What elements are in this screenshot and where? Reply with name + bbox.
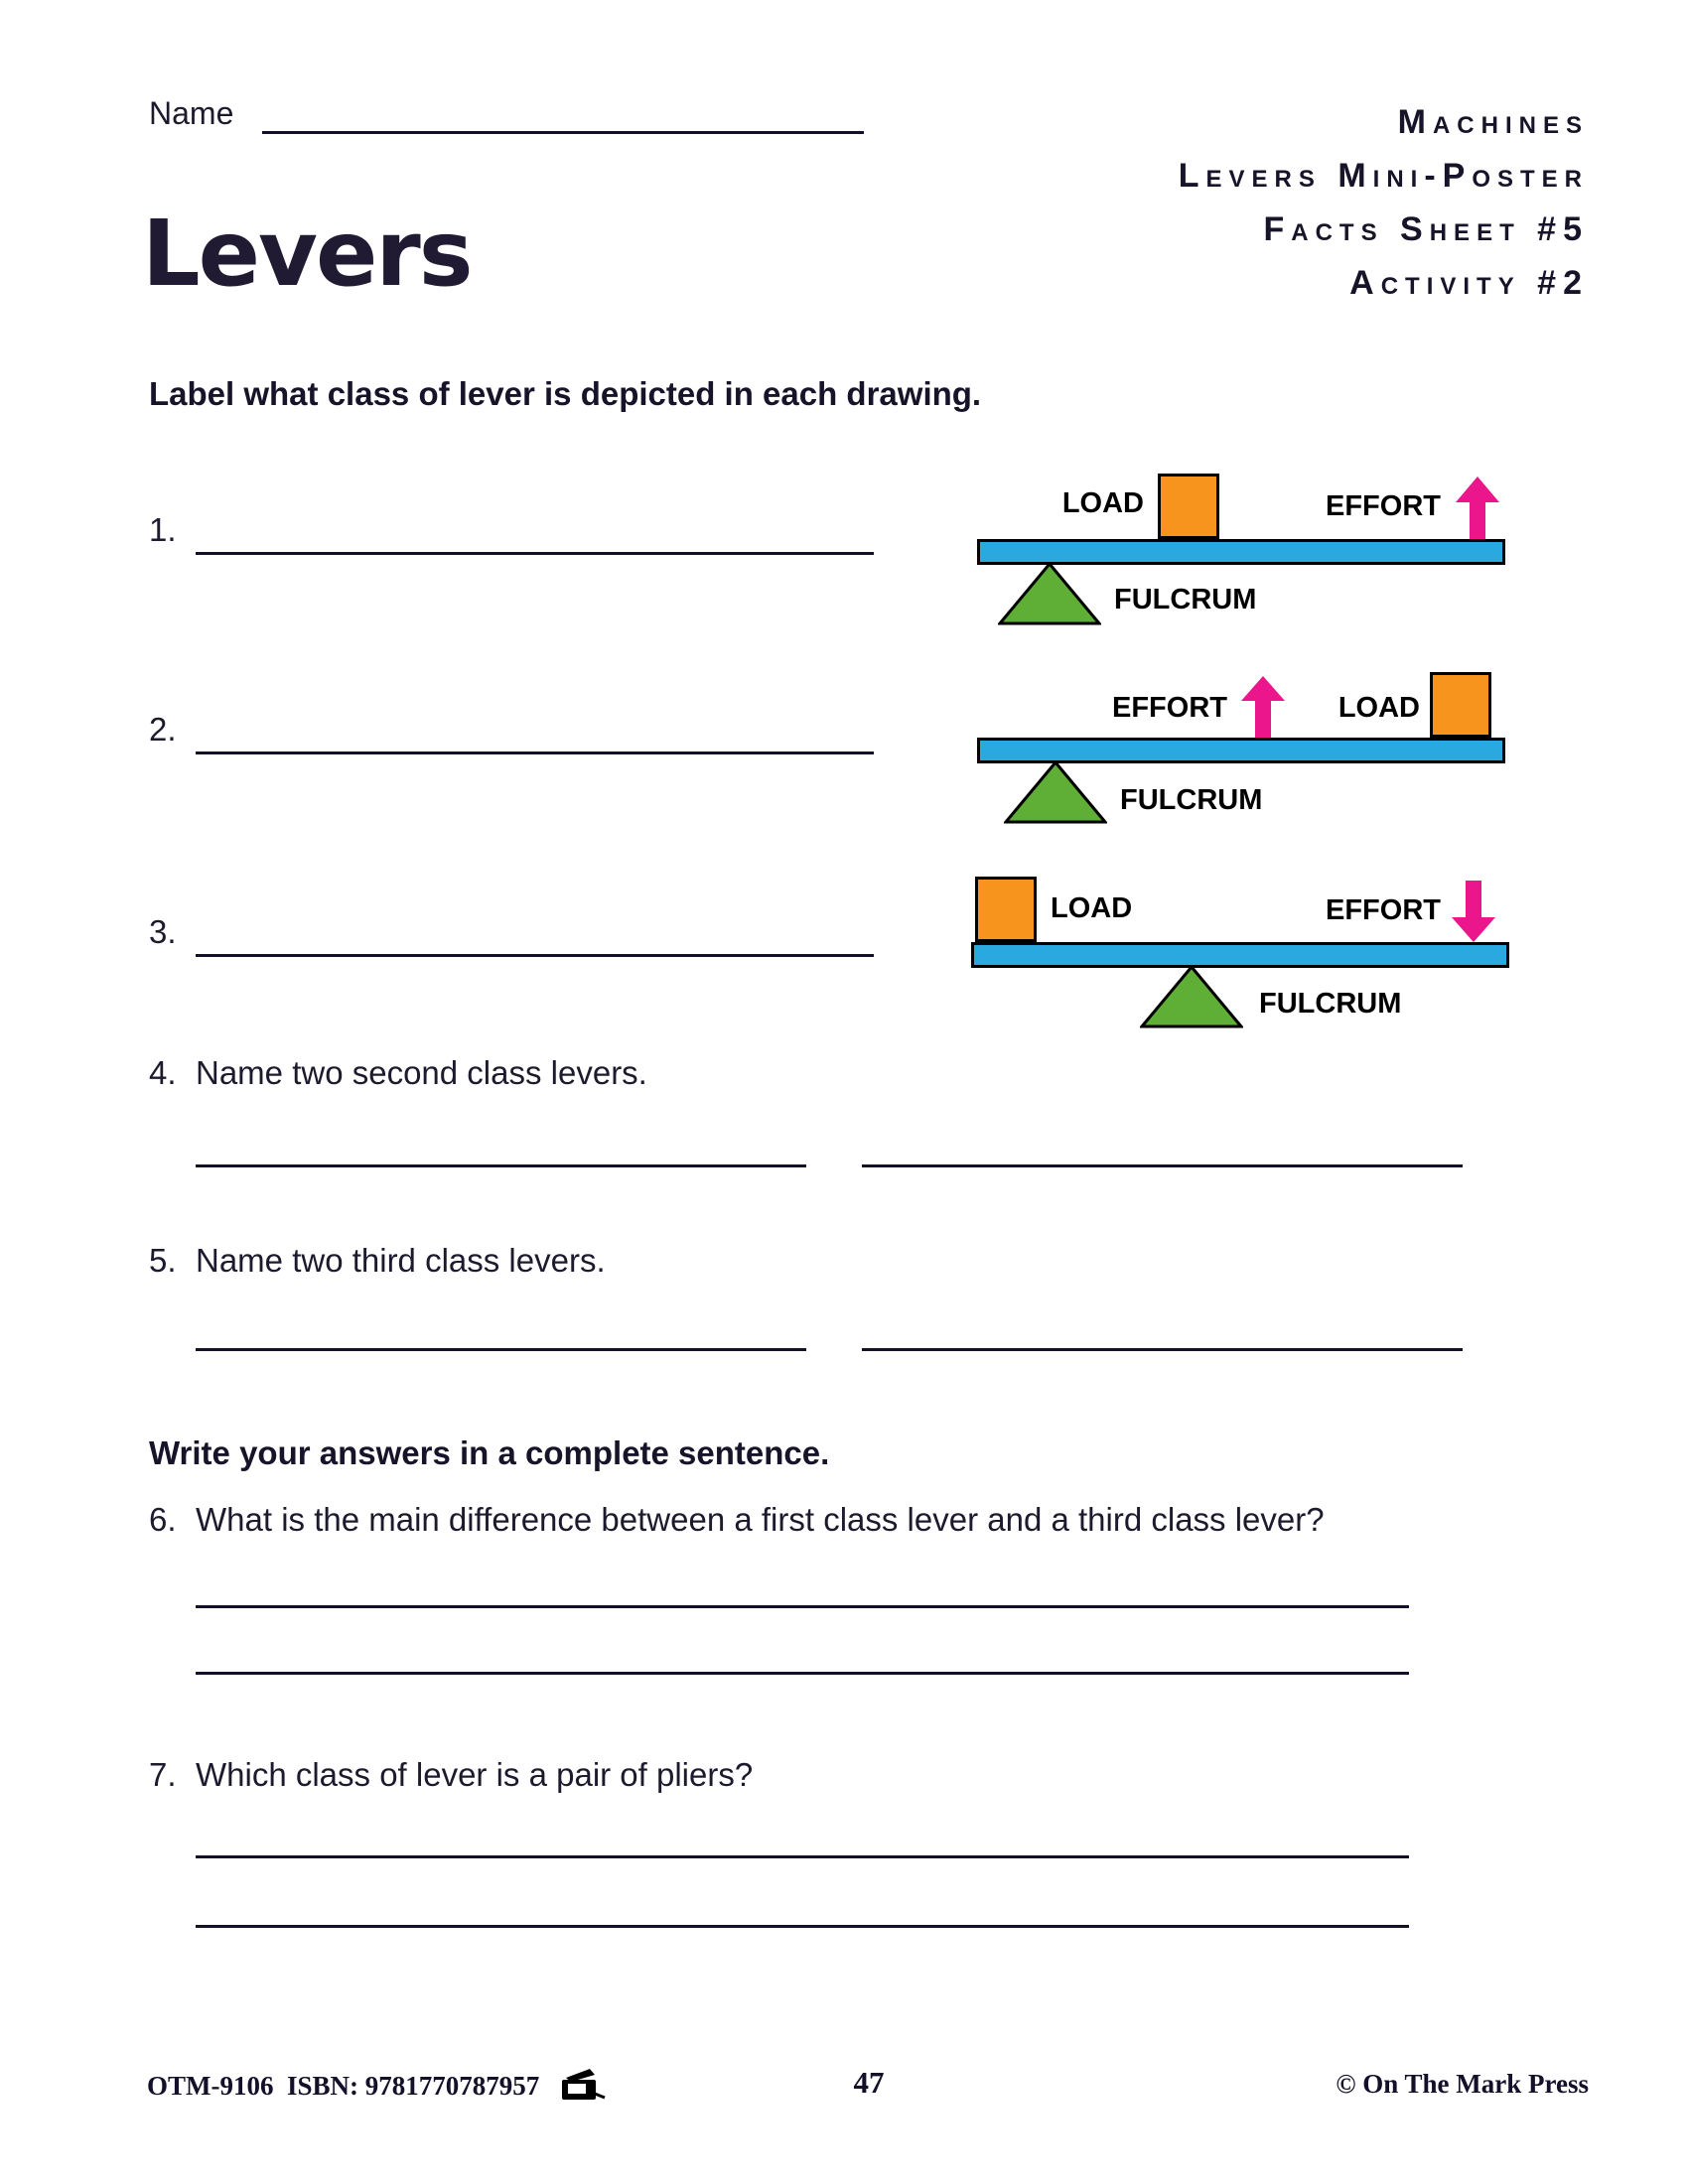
corner-line-facts-sheet: Facts Sheet #5 — [1263, 210, 1589, 248]
diagram2-fulcrum-label: FULCRUM — [1120, 784, 1263, 816]
question-4-number: 4. — [149, 1054, 177, 1091]
question-6-answer-line-2 — [196, 1672, 1409, 1675]
name-blank-line — [262, 131, 864, 134]
diagram1-load-label: LOAD — [1061, 487, 1144, 519]
question-1-number: 1. — [149, 511, 177, 548]
question-2-number: 2. — [149, 711, 177, 748]
diagram1-fulcrum-triangle — [998, 562, 1101, 625]
footer-copyright: © On The Mark Press — [1336, 2069, 1589, 2099]
corner-header — [1179, 95, 1589, 310]
question-6-number: 6. — [149, 1501, 177, 1538]
question-2-answer-line — [196, 751, 874, 754]
diagram2-effort-label: EFFORT — [1112, 692, 1227, 724]
diagram2-load-label: LOAD — [1337, 692, 1420, 724]
diagram2-load-box — [1430, 672, 1491, 738]
diagram3-fulcrum-triangle — [1140, 965, 1243, 1028]
diagram1-fulcrum-label: FULCRUM — [1114, 584, 1257, 615]
sentence-instruction: Write your answers in a complete sentence. — [149, 1434, 830, 1471]
question-6-text: What is the main difference between a first class lever and a third class lever? — [196, 1501, 1325, 1538]
diagram1-effort-label: EFFORT — [1326, 490, 1441, 522]
page-title: Levers — [142, 201, 472, 307]
question-4-text: Name two second class levers. — [196, 1054, 647, 1091]
diagram3-load-box — [975, 877, 1037, 942]
question-5-text: Name two third class levers. — [196, 1242, 606, 1279]
question-5-answer-line-2 — [862, 1348, 1463, 1351]
question-4-answer-line-1 — [196, 1164, 806, 1167]
label-instruction: Label what class of lever is depicted in each drawing. — [149, 375, 982, 412]
name-label: Name — [149, 95, 234, 131]
diagram3-effort-label: EFFORT — [1326, 894, 1441, 926]
diagram3-load-label: LOAD — [1051, 892, 1133, 924]
question-7-number: 7. — [149, 1756, 177, 1793]
corner-line-machines: Machines — [1397, 103, 1589, 141]
diagram3-fulcrum-label: FULCRUM — [1259, 988, 1402, 1020]
question-4-answer-line-2 — [862, 1164, 1463, 1167]
question-5-answer-line-1 — [196, 1348, 806, 1351]
corner-line-activity: Activity #2 — [1349, 264, 1589, 302]
question-1-answer-line — [196, 552, 874, 555]
corner-line-mini-poster: Levers Mini-Poster — [1178, 157, 1589, 195]
question-5-number: 5. — [149, 1242, 177, 1279]
page-number: 47 — [853, 2065, 885, 2100]
question-7-text: Which class of lever is a pair of pliers? — [196, 1756, 754, 1793]
diagram1-load-box — [1158, 474, 1219, 539]
diagram2-effort-up-arrow-icon — [1241, 676, 1285, 738]
footer-code: OTM-9106 — [147, 2071, 274, 2101]
footer-isbn: ISBN: 9781770787957 — [287, 2071, 540, 2101]
question-6-answer-line-1 — [196, 1605, 1409, 1608]
diagram3-effort-down-arrow-icon — [1452, 881, 1495, 942]
question-3-number: 3. — [149, 913, 177, 950]
question-7-answer-line-1 — [196, 1855, 1409, 1858]
question-3-answer-line — [196, 954, 874, 957]
question-7-answer-line-2 — [196, 1925, 1409, 1928]
diagram1-effort-up-arrow-icon — [1456, 477, 1499, 540]
diagram2-fulcrum-triangle — [1004, 760, 1107, 824]
